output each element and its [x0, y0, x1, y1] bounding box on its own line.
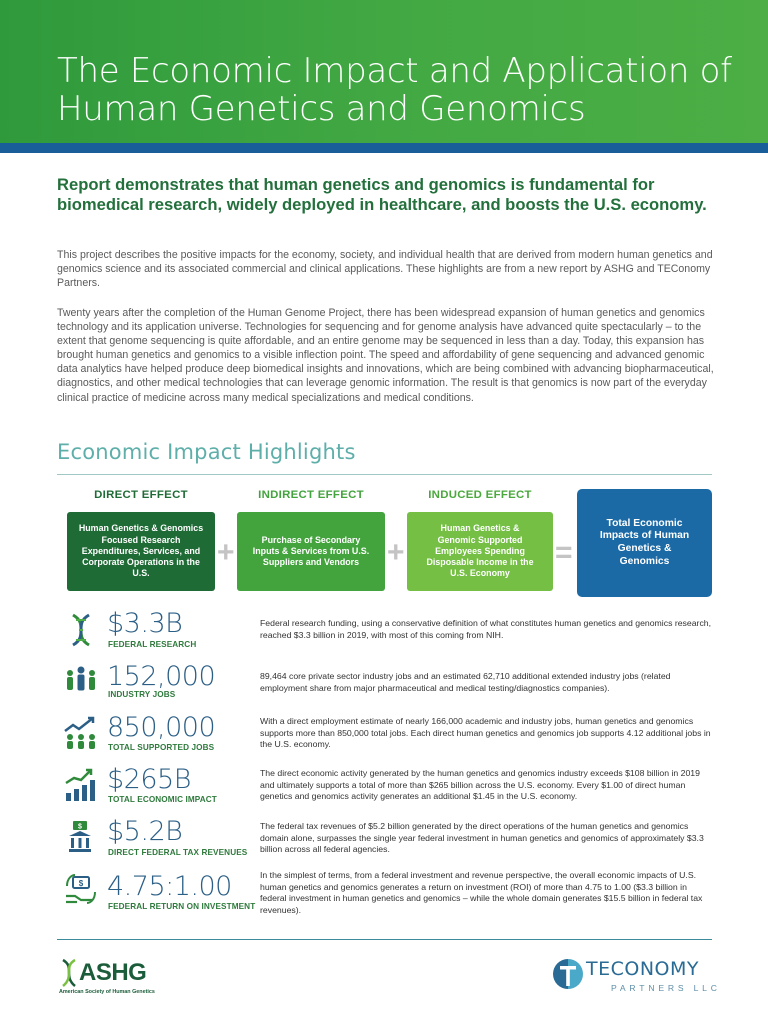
ashg-logo — [57, 958, 207, 1000]
indirect-effect-label: INDIRECT EFFECT — [258, 489, 364, 501]
highlight-description: With a direct employment estimate of nearly 166,000 academic and industry jobs, human genetics and genomics supports more than 850,000 total jobs. Each direct human genetics and genomics job supports 4.12 additional jobs in the U.S. economy. — [260, 716, 711, 750]
money-return-icon — [63, 872, 99, 908]
money-building-icon — [63, 819, 99, 855]
highlight-description: Federal research funding, using a conservative definition of what constitutes human genetics and genomics research, reached $3.3 billion in 2019, with most of this coming from NIH. — [260, 618, 712, 640]
teconomy-subtitle: PARTNERS LLC — [611, 983, 721, 993]
people-icon — [63, 663, 99, 699]
footer-divider — [57, 939, 712, 940]
highlight-value: $3.3B — [107, 608, 183, 639]
ashg-subtitle: American Society of Human Genetics — [59, 989, 155, 995]
plus-sign-1: + — [217, 536, 235, 569]
highlight-value: 4.75:1.00 — [107, 871, 232, 902]
highlight-description: The direct economic activity generated by the human genetics and genomics industry exceeds $108 billion in 2019 and ultimately supports a total of more than $265 billion across the U.S. economy. Every $1.00 of direct human genetics and genomics activity generates an additional $1.45 in the U.S. economy. — [260, 768, 700, 802]
teconomy-emblem-icon — [553, 957, 583, 991]
direct-effect-label: DIRECT EFFECT — [94, 489, 188, 501]
highlight-description: The federal tax revenues of $5.2 billion generated by the direct operations of the human genetics and genomics domain alone, surpasses the single year federal investment in human genetics and genomics of approximately $3.3 billion across all federal agencies. — [260, 821, 704, 855]
highlight-description: In the simplest of terms, from a federal investment and revenue perspective, the overall economic impacts of U.S. human genetics and genomics generates a return on investment (ROI) of more than 4.75 to 1.00 ($3.3 billion in federal investment in human genetics and genomics – while the whole domain generates $15.5 billion in federal tax revenues). — [260, 870, 703, 915]
indirect-effect-box: Purchase of Secondary Inputs & Services from U.S. Suppliers and Vendors — [237, 512, 385, 591]
intro-paragraph-2: Twenty years after the completion of the Human Genome Project, there has been widespread expansion of human genetics and genomics technology and its application universe. Technologies for sequencing and for genome analysis have advanced quite spectacularly – to the extent that genome sequencing is quite affordable, and an entire genome may be sequenced in less than a day. Today, this expansion has brought human genetics and genomics to a visible inflection point. The speed and affordability of gene sequencing and advanced genomic data analytics have helped produce deep biomedical insights and innovations, which are being combined with advancing biopharmaceutical, diagnostics, and other medical technologies that can leverage genomic information. The result is that genomics is now part of the everyday clinical practice of medicine across many medical specializations and medical conditions. — [57, 307, 714, 404]
dna-icon — [63, 612, 99, 648]
bar-chart-icon — [63, 767, 99, 803]
highlight-value: $5.2B — [107, 816, 183, 847]
header-banner — [0, 0, 768, 143]
highlight-value: 850,000 — [107, 712, 216, 743]
teconomy-wordmark: TECONOMY — [586, 958, 699, 980]
highlight-label: TOTAL SUPPORTED JOBS — [108, 743, 215, 752]
highlight-description: 89,464 core private sector industry jobs and an estimated 62,710 additional extended industry jobs (related employment share from major pharmaceutical and medical testing/diagnostics companies). — [260, 671, 671, 693]
teconomy-logo — [553, 957, 721, 997]
induced-effect-label: INDUCED EFFECT — [428, 489, 532, 501]
highlight-label: TOTAL ECONOMIC IMPACT — [108, 795, 217, 804]
highlight-value: $265B — [107, 764, 191, 795]
highlight-label: DIRECT FEDERAL TAX REVENUES — [108, 848, 248, 857]
induced-effect-box: Human Genetics & Genomic Supported Employees Spending Disposable Income in the U.S. Economy — [407, 512, 553, 591]
direct-effect-box: Human Genetics & Genomics Focused Research Expenditures, Services, and Corporate Operations in the U.S. — [67, 512, 215, 591]
highlight-value: 152,000 — [107, 661, 216, 692]
section-divider — [57, 474, 712, 475]
svg-text:$: $ — [78, 823, 82, 831]
header-stripe — [0, 143, 768, 153]
highlight-label: INDUSTRY JOBS — [108, 690, 176, 699]
intro-paragraph-1: This project describes the positive impacts for the economy, society, and individual health that are derived from modern human genetics and genomics science and its associated commercial and clinical applications. These highlights are from a new report by ASHG and TEConomy Partners. — [57, 249, 713, 290]
total-impact-box: Total Economic Impacts of Human Genetics & Genomics — [577, 489, 712, 597]
page-title: The Economic Impact and Application of Human Genetics and Genomics — [57, 51, 732, 129]
report-subhead: Report demonstrates that human genetics and genomics is fundamental for biomedical research, widely deployed in healthcare, and boosts the U.S. economy. — [57, 175, 707, 214]
growth-people-icon — [63, 715, 99, 751]
equals-sign: = — [555, 536, 573, 569]
highlight-label: FEDERAL RETURN ON INVESTMENT — [108, 902, 256, 911]
svg-text:$: $ — [78, 879, 84, 888]
ashg-wordmark: ASHG — [79, 959, 147, 986]
section-title: Economic Impact Highlights — [57, 440, 356, 464]
plus-sign-2: + — [387, 536, 405, 569]
highlight-label: FEDERAL RESEARCH — [108, 640, 197, 649]
ashg-dna-icon — [59, 958, 79, 988]
